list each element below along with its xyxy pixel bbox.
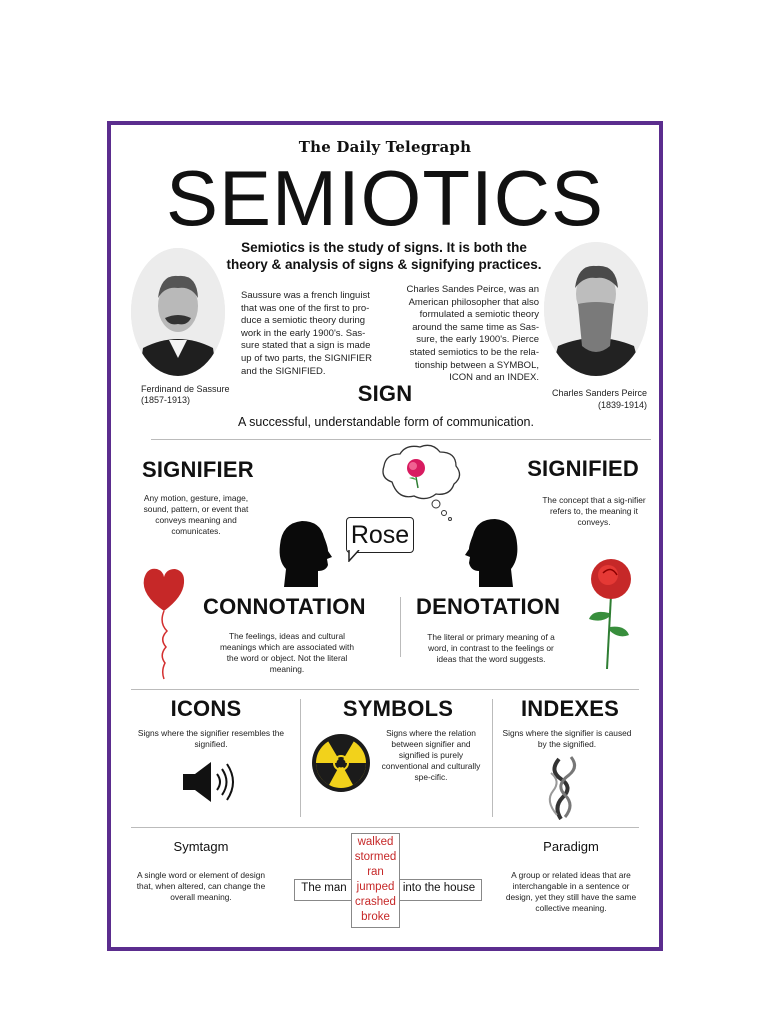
saussure-text: Saussure was a french linguist that was one of the first to pro-duce a semiotic theory during work in the early 1900's. Sas-sure stated that a sign is made up of two parts, the SIGNIFIER and the SIGNIFIED. [241,290,372,377]
thought-cloud-icon [376,442,466,522]
divider [400,597,401,657]
symbols-heading: SYMBOLS [342,696,454,721]
speech-bubble: Rose [346,517,414,553]
syntagm-heading: Symtagm [173,839,229,854]
signified-text: The concept that a sig-nifier refers to, the meaning it conveys. [542,495,646,527]
paradigm-text: A group or related ideas that are interchangable in a sentence or design, yet they still have the same collective meaning. [505,870,637,913]
indexes-heading: INDEXES [521,696,619,721]
indexes-text: Signs where the signifier is caused by the signified. [502,728,632,749]
radiation-icon [311,733,371,793]
word-option: crashed [355,896,396,908]
divider [492,699,493,817]
divider [300,699,301,817]
saussure-name: Ferdinand de Sassure [141,384,230,394]
intro-text: Semiotics is the study of signs. It is both the theory & analysis of signs & signifying practices. [226,240,542,272]
signifier-text: Any motion, gesture, image, sound, pattern, or event that conveys meaning and comunicates. [143,493,249,536]
poster-title: SEMIOTICS [165,154,605,242]
head-silhouette-icon [274,517,334,587]
heart-balloon-icon [139,565,189,680]
denotation-text: The literal or primary meaning of a word, in contrast to the feelings or ideas that the word suggests. [427,632,555,664]
left-silhouette [274,517,334,587]
peirce-text: Charles Sandes Peirce, was an American philosopher that also formulated a semiotic theory around the same time as Sas-sure, the early 1900's. Pierce stated semiotics to be the rela-tionship between a SYMBOL, ICON and an INDEX. [406,284,539,384]
connotation-heading: CONNOTATION [203,594,366,619]
sign-heading: SIGN [357,381,413,406]
signifier-heading: SIGNIFIER [142,457,254,482]
word-option: stormed [354,851,397,863]
smoke-icon [535,755,589,820]
speaker-image [181,760,237,804]
right-silhouette [463,515,523,587]
man-portrait-icon [131,248,225,376]
divider [151,439,651,440]
signified-heading: SIGNIFIED [527,456,639,481]
sentence-start: The man [301,882,347,894]
bearded-man-portrait-icon [544,242,648,376]
masthead: The Daily Telegraph [298,138,472,156]
speech-tail-icon [347,550,361,562]
symbols-text: Signs where the relation between signifier and signified is purely conventional and culturally spe-cific. [381,728,481,782]
word-option: walked [357,836,394,848]
peirce-name: Charles Sanders Peirce [551,388,647,398]
word-option: ran [367,866,384,878]
sentence-end: into the house [402,882,476,894]
peirce-portrait [544,242,648,376]
word-stack [351,833,400,928]
syntagm-text: A single word or element of design that, when altered, can change the overall meaning. [136,870,266,902]
smoke-image [535,755,589,820]
saussure-portrait [131,248,225,376]
speaker-icon [181,760,237,804]
radiation-symbol [311,733,371,793]
icons-heading: ICONS [170,696,242,721]
connotation-text: The feelings, ideas and cultural meanings which are associated with the word or object. Not the literal meaning. [219,631,355,674]
peirce-years: (1839-1914) [597,400,647,410]
denotation-heading: DENOTATION [416,594,561,619]
semiotics-poster [107,121,663,951]
word-option: broke [361,911,390,923]
divider [131,827,639,828]
paradigm-heading: Paradigm [543,839,599,854]
saussure-years: (1857-1913) [141,395,191,405]
rose-icon [581,555,643,670]
divider [131,689,639,690]
head-silhouette-icon [463,515,523,587]
heart-balloon [139,565,189,680]
thought-cloud [376,442,466,522]
word-option: jumped [356,881,395,893]
sign-text: A successful, understandable form of communication. [238,415,534,429]
red-rose [581,555,643,670]
icons-text: Signs where the signifier resembles the signified. [137,728,285,749]
